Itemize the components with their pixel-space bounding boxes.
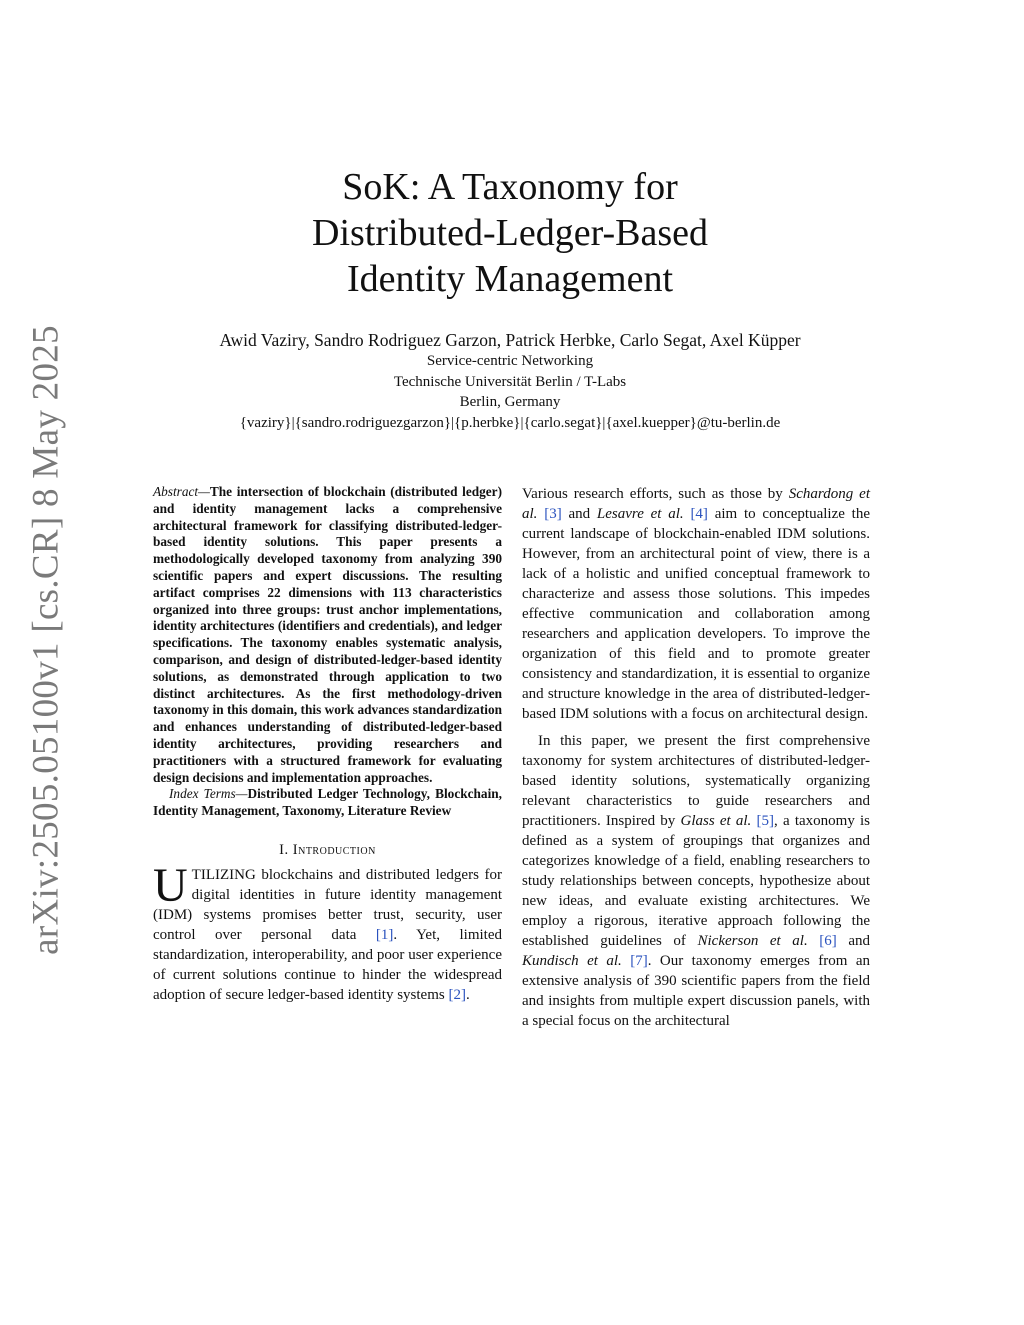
section-title: Introduction [292,841,376,858]
intro-text-3: . [465,986,470,1003]
author-list: Awid Vaziry, Sandro Rodriguez Garzon, Patrick Herbke, Carlo Segat, Axel Küpper [219,330,801,350]
index-terms [153,786,502,820]
intro-paragraph [153,858,502,1005]
abstract-text: The intersection of blockchain (distributed ledger) and identity management lacks a comprehensive architectural framework for classifying distributed-ledger-based identity solutions. This paper presents a methodologically developed taxonomy from analyzing 390 scientific papers and expert discussions. The resulting artifact comprises 22 dimensions with 113 characteristics organized into three groups: trust anchor implementations, identity architectures (identifiers and credentials), and ledger specifications. The taxonomy enables systematic analysis, comparison, and design of distributed-ledger-based identity solutions, as demonstrated through application to two distinct architectures. As the first methodology-driven taxonomy in this domain, this work advances standardization and enhances understanding of distributed-ledger-based identity architectures, providing researchers and practitioners with a structured framework for evaluating design decisions and implementation approaches. [153,484,502,785]
right-paragraph-1 [522,484,870,724]
text-run: and [836,933,870,949]
author-ref-lesavre: Lesavre et al. [596,506,684,522]
citation-link[interactable]: [6] [819,933,837,949]
author-ref-schardong: Schardong et al. [522,486,870,522]
left-column [153,484,502,1005]
affiliation-dept: Service-centric Networking [426,353,594,369]
title-line-1: SoK: A Taxonomy for [342,166,678,208]
drop-cap: U [153,858,188,912]
citation-link[interactable]: [7] [630,953,648,969]
section-number: I. [279,841,289,858]
intro-first-word: TILIZING [191,866,256,883]
right-paragraph-2 [522,731,870,1031]
text-run: In this paper, we present the first comprehensive taxonomy for system architectures of distributed-ledger-based identity solutions, systematically organizing relevant characteristics to guide researchers and practitioners. Inspired by [522,733,870,829]
affiliation-location: Berlin, Germany [459,394,561,410]
text-run: aim to conceptualize the current landscape of blockchain-enabled IDM solutions. However, from an architectural point of view, there is a lack of a holistic and unified conceptual framework to characterize and assess those solutions. This impedes effective communication and collaboration among researchers and application developers. To improve the organization of this field and to promote greater consistency and standardization, it is essential to organize and structure knowledge in the area of distributed-ledger-based IDM solutions with a focus on architectural design. [522,506,870,722]
citation-link[interactable]: [4] [690,506,708,522]
title-line-3: Identity Management [346,258,674,300]
paper-title [150,164,870,302]
intro-text-2: . Yet, limited standardization, interoperability, and poor user experience of current solutions continue to hinder the widespread adoption of secure ledger-based identity systems [153,926,502,1003]
citation-link[interactable]: [2] [448,986,466,1003]
affiliation-emails: {vaziry}|{sandro.rodriguezgarzon}|{p.herbke}|{carlo.segat}|{axel.kuepper}@tu-berlin.de [239,414,781,431]
abstract-label: Abstract— [153,484,210,499]
text-run: . Our taxonomy emerges from an extensive analysis of 390 scientific papers from the field and insights from multiple expert discussion panels, with a special focus on the architectural [522,953,870,1029]
author-ref-nickerson: Nickerson et al. [697,933,808,949]
text-run: and [561,506,597,522]
author-ref-glass: Glass et al. [680,813,752,829]
affiliation-block [110,351,910,433]
author-ref-kundisch: Kundisch et al. [522,953,622,969]
intro-text-1: blockchains and distributed ledgers for digital identities in future identity management (IDM) systems promises better trust, security, user control over personal data [153,866,502,943]
title-line-2: Distributed-Ledger-Based [312,212,708,254]
citation-link[interactable]: [5] [756,813,775,829]
index-terms-text: Distributed Ledger Technology, Blockchain, Identity Management, Taxonomy, Literature Review [153,786,502,819]
citation-link[interactable]: [3] [544,506,562,522]
section-heading-introduction [153,842,502,859]
index-terms-label: Index Terms— [169,786,248,802]
text-run: Various research efforts, such as those by [522,486,789,502]
text-run: , a taxonomy is defined as a system of groupings that organizes and categorizes knowledge of a field, enabling researchers to study relationships between concepts, hypothesize about new ideas, and evaluate existing architectures. We employ a rigorous, iterative approach following the established guidelines of [522,813,871,949]
abstract [153,484,502,786]
affiliation-institution: Technische Universität Berlin / T-Labs [393,373,627,390]
arxiv-stamp: arXiv:2505.05100v1 [cs.CR] 8 May 2025 [25,325,67,955]
citation-link[interactable]: [1] [375,926,394,943]
right-column [522,484,870,1031]
